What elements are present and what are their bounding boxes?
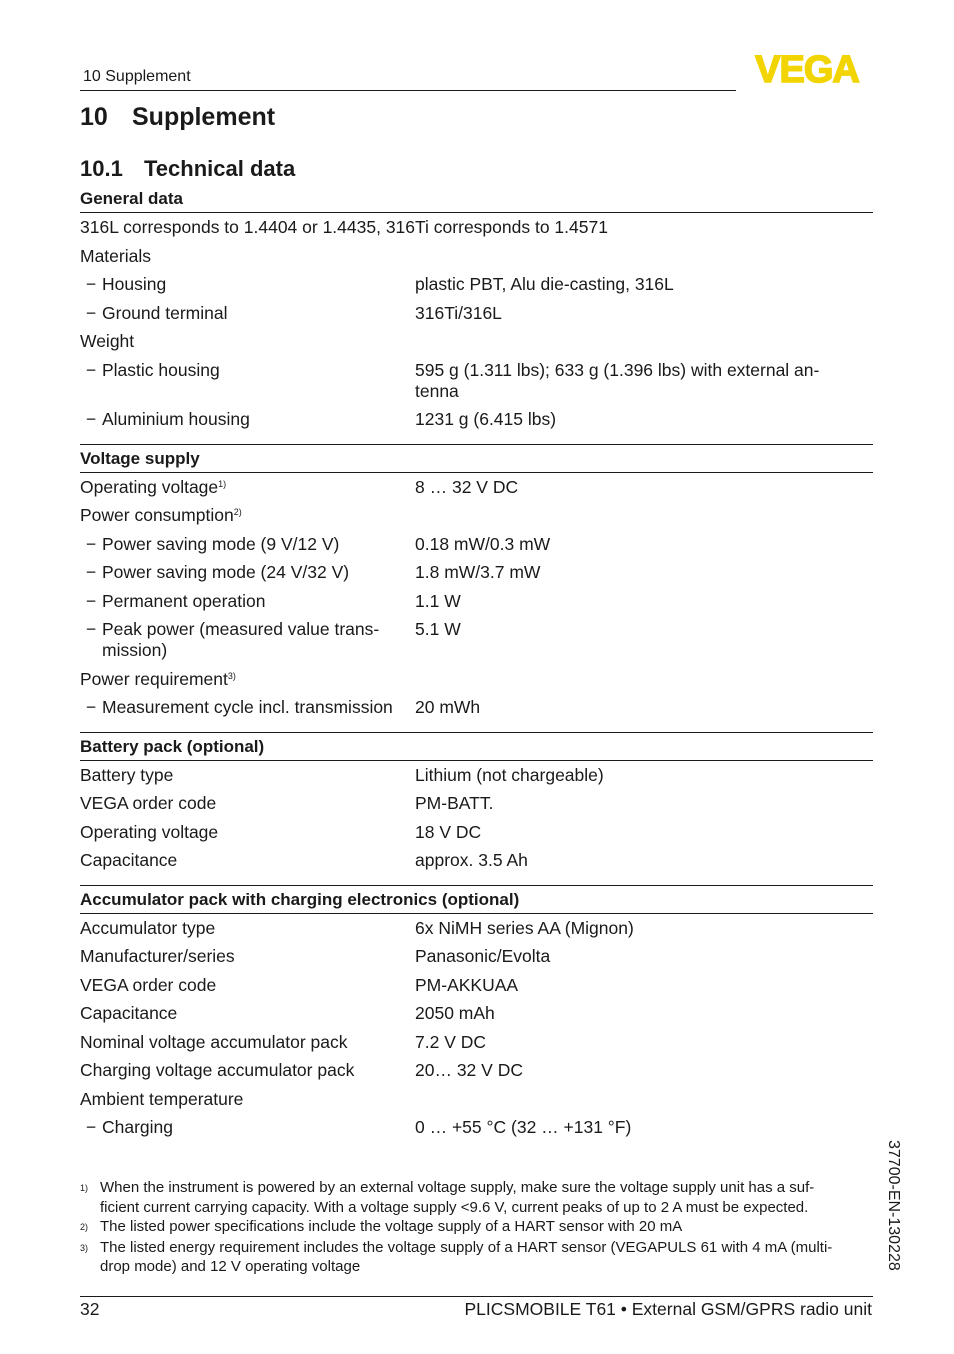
chapter-number: 10 [80,103,108,131]
vega-logo [740,50,874,86]
spec-row [80,327,873,356]
spec-label [80,669,415,690]
footnote-text: The listed power specifications include the voltage supply of a HART sensor with 20 mA [100,1218,683,1235]
spec-label-text: Ambient temperature [80,1088,244,1109]
spec-label [80,274,415,295]
spec-row [80,473,873,502]
spec-label [80,360,415,402]
spec-label-text: Operating voltage [80,821,219,842]
spec-label-text: Capacitance [80,1003,178,1023]
spec-row [80,789,873,818]
spec-value: 0 … +55 °C (32 … +131 °F) [415,1117,632,1137]
section-title: Battery pack (optional) [80,732,873,761]
spec-row [80,242,873,271]
list-dash: − [85,409,97,429]
spec-value: 7.2 V DC [415,1031,486,1052]
spec-row [80,914,873,943]
spec-label-text: Power consumption [80,505,234,525]
chapter-heading [80,103,275,132]
footnote-mark: 1) [80,1183,89,1193]
spec-label [80,1089,415,1110]
spec-label [80,477,415,498]
spec-value [415,1089,873,1110]
footer-rule [80,1296,873,1297]
spec-label-text: Accumulator type [80,917,216,938]
spec-value: 2050 mAh [415,1003,495,1023]
spec-label-text: Materials [80,245,151,266]
list-dash: − [85,359,97,380]
footnotes [80,1178,850,1277]
spec-label-text: Nominal voltage accumulator pack [80,1031,348,1052]
section-title: General data [80,186,873,213]
list-dash: − [85,590,97,611]
spec-row [80,1056,873,1085]
spec-value [415,669,873,690]
spec-label-text: Charging [102,1117,174,1137]
spec-value: 316Ti/316L [415,302,502,323]
spec-label [80,562,415,583]
spec-row [80,846,873,875]
spec-label-text: Aluminium housing [102,409,250,429]
spec-row [80,665,873,694]
list-dash: − [85,562,97,582]
spec-label-text: Charging voltage accumulator pack [80,1060,355,1080]
spec-row [80,530,873,559]
spec-row [80,818,873,847]
spec-label-text: Power requirement [80,668,228,689]
svg-text:VEGA: VEGA [755,50,859,86]
spec-label-text: VEGA order code [80,793,217,813]
list-dash: − [85,697,97,717]
spec-label-text: Ground terminal [102,302,228,323]
spec-label [80,217,873,238]
spec-label-text: Weight [80,331,135,351]
spec-label [80,619,415,661]
spec-value: 1.8 mW/3.7 mW [415,562,541,582]
spec-row [80,693,873,722]
spec-label-text: Permanent operation [102,590,266,611]
header-rule [80,90,736,91]
footnote-mark: 3) [80,1242,89,1253]
spec-label-text: Operating voltage [80,476,219,497]
spec-row [80,1028,873,1057]
spec-row [80,971,873,1000]
spec-value [415,246,873,267]
spec-value: 5.1 W [415,619,461,639]
spec-label-text: Housing [102,274,167,294]
footnote-text: The listed energy requirement includes the voltage supply of a HART sensor (VEGAPULS 61 with 4 mA (multi- drop mode) and 12 V operating voltage [100,1238,833,1275]
technical-data-tables [80,186,873,1142]
spec-value: plastic PBT, Alu die-casting, 316L [415,274,674,294]
section-number: 10.1 [80,156,123,181]
page-number: 32 [80,1299,100,1319]
spec-value: 1.1 W [415,590,461,611]
footnote-ref: 2) [233,507,242,517]
section-title: Accumulator pack with charging electronics (optional) [80,885,873,914]
spec-value: 18 V DC [415,821,482,842]
spec-label [80,1003,415,1024]
spec-value: PM-AKKUAA [415,974,519,995]
spec-label-text: Plastic housing [102,359,220,380]
spec-label-text: Battery type [80,764,174,785]
section-heading [80,156,295,182]
spec-label [80,591,415,612]
spec-label [80,975,415,996]
spec-row [80,587,873,616]
spec-label [80,822,415,843]
spec-value: 8 … 32 V DC [415,476,519,497]
spec-row [80,942,873,971]
spec-label-text: Capacitance [80,850,178,870]
footnote-text: When the instrument is powered by an external voltage supply, make sure the voltage supply unit has a suf- ficient current carrying capacity. With a voltage supply <9.6 V, current peaks of up to 2 A must be expected. [100,1179,815,1216]
spec-value: Panasonic/Evolta [415,946,551,966]
spec-label [80,505,415,526]
spec-row [80,615,873,665]
spec-value [415,505,873,526]
spec-value: 1231 g (6.415 lbs) [415,409,557,429]
spec-row [80,1085,873,1114]
spec-label [80,409,415,430]
footnote-mark: 2) [80,1222,89,1232]
spec-row [80,1113,873,1142]
footnote [80,1178,850,1217]
spec-row [80,270,873,299]
spec-label-text: Power saving mode (24 V/32 V) [102,562,350,582]
footnote-ref: 1) [218,478,227,489]
spec-row [80,501,873,530]
spec-label [80,303,415,324]
spec-label [80,697,415,718]
spec-value: 595 g (1.311 lbs); 633 g (1.396 lbs) with external an- tenna [415,359,820,401]
list-dash: − [85,533,97,554]
spec-label-text: 316L corresponds to 1.4404 or 1.4435, 316Ti corresponds to 1.4571 [80,217,608,237]
spec-label [80,331,415,352]
chapter-title: Supplement [132,103,276,131]
spec-row [80,299,873,328]
spec-label-text: Manufacturer/series [80,946,235,966]
spec-label [80,793,415,814]
list-dash: − [85,302,97,323]
spec-value: 20… 32 V DC [415,1060,523,1080]
spec-label [80,918,415,939]
spec-row [80,405,873,434]
footnote [80,1238,850,1277]
spec-label [80,1032,415,1053]
list-dash: − [85,619,97,639]
spec-row [80,213,873,242]
spec-label-text: Peak power (measured value trans- mission) [102,619,380,660]
spec-row [80,356,873,406]
spec-value: 20 mWh [415,697,481,717]
footer-document-title: PLICSMOBILE T61 • External GSM/GPRS radio unit [464,1299,872,1319]
spec-label [80,850,415,871]
spec-row [80,761,873,790]
spec-value: 0.18 mW/0.3 mW [415,533,551,554]
running-header: 10 Supplement [83,68,191,85]
footnote-ref: 3) [227,670,236,681]
section-title: Voltage supply [80,444,873,473]
spec-row [80,558,873,587]
section-title: Technical data [144,156,296,181]
spec-label [80,946,415,967]
spec-label-text: Measurement cycle incl. transmission [102,697,393,717]
spec-value: PM-BATT. [415,793,494,813]
spec-row [80,999,873,1028]
spec-label [80,246,415,267]
document-code: 37700-EN-130228 [885,1140,902,1271]
spec-value: Lithium (not chargeable) [415,764,604,785]
footnote [80,1217,850,1238]
spec-label-text: Power saving mode (9 V/12 V) [102,533,340,554]
spec-label [80,1117,415,1138]
spec-value: approx. 3.5 Ah [415,850,528,870]
spec-value [415,331,873,352]
spec-label [80,1060,415,1081]
spec-label-text: VEGA order code [80,974,217,995]
list-dash: − [85,1117,97,1137]
list-dash: − [85,274,97,294]
spec-label [80,765,415,786]
spec-label [80,534,415,555]
spec-value: 6x NiMH series AA (Mignon) [415,917,634,938]
